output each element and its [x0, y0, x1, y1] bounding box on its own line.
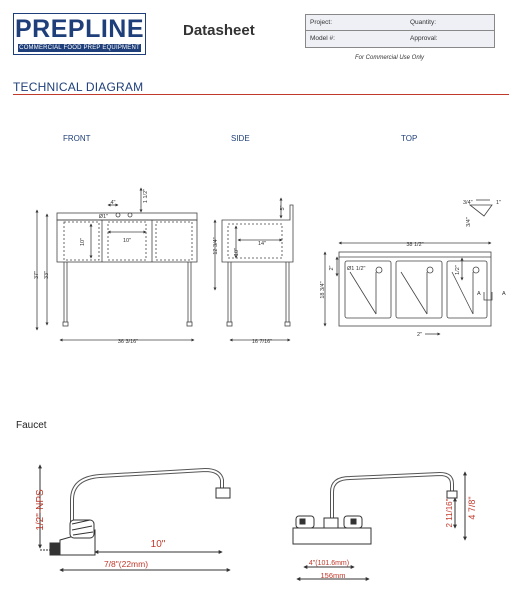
- logo-tagline: COMMERCIAL FOOD PREP EQUIPMENT: [19, 45, 140, 51]
- side-bowl-depth-dim: 10": [234, 247, 240, 257]
- side-sink-body: [222, 205, 293, 262]
- front-faucet-spacing-dim: 4": [110, 200, 116, 206]
- front-bowl-depth-dim: 10": [80, 237, 86, 247]
- top-view-dimensions: [320, 200, 506, 338]
- front-width-dim: 36 3/16": [117, 339, 139, 345]
- detail-dim-a: 3/4": [463, 200, 473, 206]
- faucet-offset-dim: 7/8"(22mm): [103, 559, 149, 569]
- faucet-heading: Faucet: [16, 420, 47, 431]
- top-drain-dim: Ø1 1/2": [347, 266, 366, 272]
- faucet-side-drawing: [40, 465, 230, 570]
- front-backsplash: [57, 213, 197, 220]
- top-edge-dim: 2": [416, 332, 422, 338]
- faucet-spout-length-dim: 10": [150, 539, 166, 550]
- front-splash-dim: 1 1/2": [143, 188, 149, 204]
- logo-wordmark: PREPLINE: [14, 15, 145, 43]
- section-a-right: A: [502, 291, 506, 297]
- side-depth-dim: 16 7/16": [251, 339, 273, 345]
- front-view-label: FRONT: [63, 134, 91, 143]
- commercial-use-note: For Commercial Use Only: [355, 55, 425, 61]
- front-view-dimensions: [34, 189, 149, 345]
- faucet-outer-height-dim: 4 7/8": [467, 496, 477, 520]
- faucet-center-dim: 4"(101.6mm): [308, 560, 350, 567]
- faucet-nps-dim: 1/2"-NPS: [35, 489, 46, 531]
- faucet-side-dimensions: [35, 489, 166, 569]
- front-faucet-hole-dim: Ø1": [98, 214, 108, 220]
- faucet-inner-height-dim: 2 11/16": [445, 498, 454, 528]
- quantity-label: Quantity:: [410, 19, 437, 26]
- detail-dim-c: 3/4": [466, 217, 472, 227]
- front-leg-height-dim: 37": [34, 270, 40, 280]
- front-bowl-width-dim: 10": [122, 238, 132, 244]
- section-a-left: A: [477, 291, 481, 297]
- front-view-drawing: [37, 188, 197, 340]
- top-offset-dim: 2": [329, 265, 335, 271]
- model-label: Model #:: [310, 35, 335, 42]
- front-height-dim: 33": [44, 270, 50, 280]
- top-depth-dim: 18 3/4": [320, 281, 326, 299]
- project-label: Project:: [310, 19, 333, 26]
- side-view-dimensions: [213, 205, 286, 345]
- page-title: Datasheet: [183, 22, 255, 39]
- top-length-dim: 38 1/2": [406, 242, 424, 248]
- side-height-dim: 12 3/4": [213, 237, 219, 255]
- faucet-base-dim: 156mm: [320, 571, 346, 580]
- detail-dim-b: 1": [496, 200, 502, 206]
- top-view-label: TOP: [401, 134, 418, 143]
- technical-diagram-heading: TECHNICAL DIAGRAM: [13, 80, 144, 94]
- top-drain-offset-dim: 1/2": [455, 265, 461, 275]
- approval-label: Approval:: [410, 35, 438, 42]
- side-view-label: SIDE: [231, 134, 250, 143]
- top-sink-outline: [339, 252, 491, 326]
- side-view-drawing: [215, 198, 293, 340]
- side-backsplash-dim: 5": [280, 205, 286, 211]
- side-bowl-length-dim: 14": [257, 241, 267, 247]
